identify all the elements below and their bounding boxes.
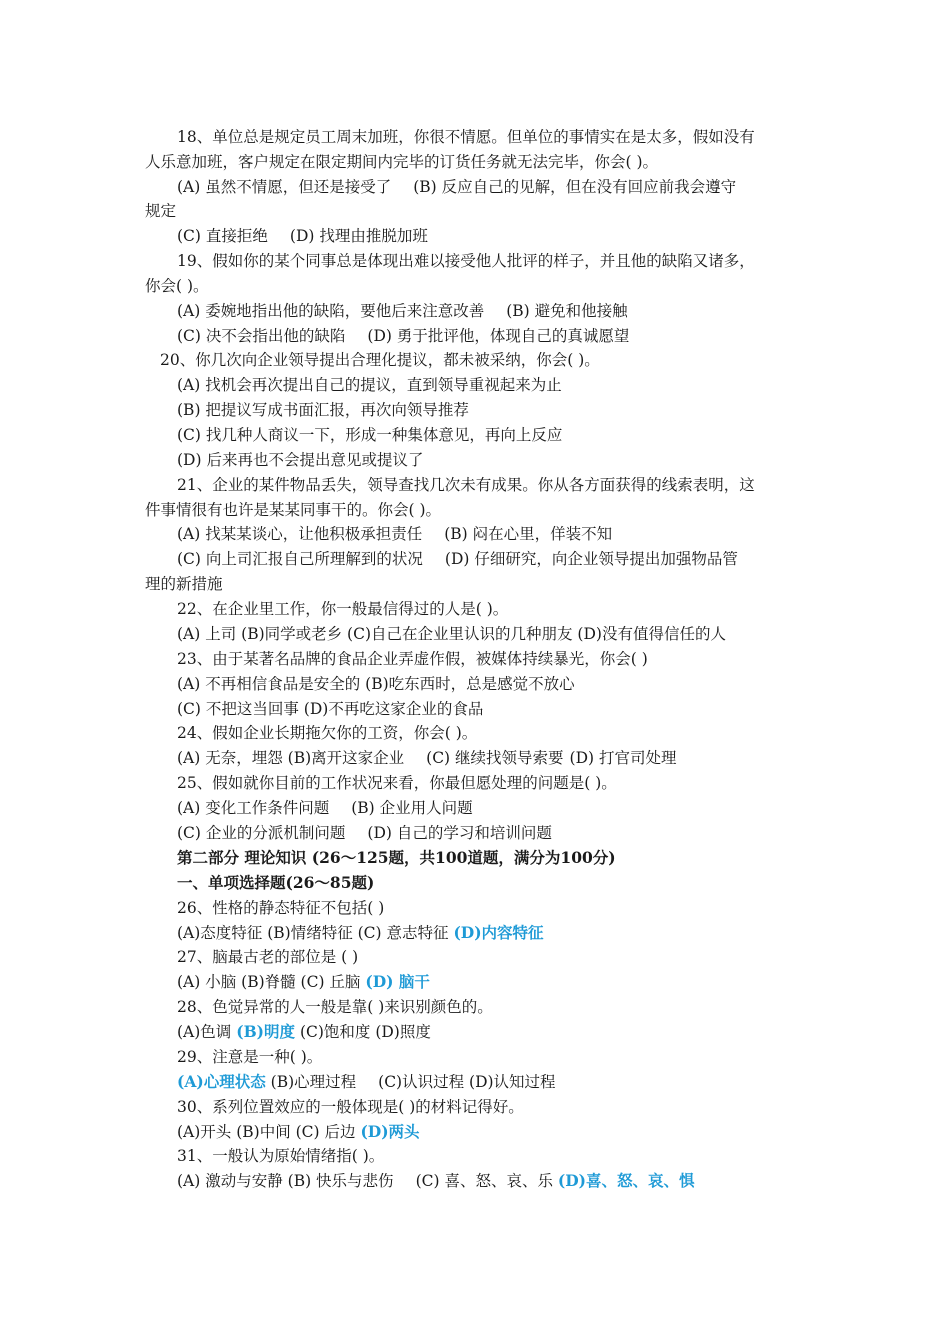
q20-option-a: (A) 找机会再次提出自己的提议，直到领导重视起来为止 xyxy=(177,376,562,394)
q31-stem: 31、一般认为原始情绪指( )。 xyxy=(177,1147,385,1165)
q25-options-cd xyxy=(177,822,552,844)
q26-stem: 26、性格的静态特征不包括( ) xyxy=(177,899,385,917)
q25-stem: 25、假如就你目前的工作状况来看，你最但愿处理的问题是( )。 xyxy=(177,774,617,792)
q19-option-c: (C) 决不会指出他的缺陷 xyxy=(177,327,346,345)
q23-options-cd: (C) 不把这当回事 (D)不再吃这家企业的食品 xyxy=(177,700,484,718)
part2-heading: 第二部分 理论知识 (26～125题，共100道题，满分为100分) xyxy=(177,848,616,867)
q31-answer: (D)喜、怒、哀、惧 xyxy=(557,1171,695,1190)
q28-answer: (B)明度 xyxy=(236,1022,296,1041)
q27-answer: (D) 脑干 xyxy=(365,972,430,991)
q24-stem: 24、假如企业长期拖欠你的工资，你会( )。 xyxy=(177,724,478,742)
q21-option-d-cont: 理的新措施 xyxy=(145,575,223,593)
q21-stem-line2: 件事情很有也许是某某同事干的。你会( )。 xyxy=(145,501,442,519)
q19-options-ab xyxy=(177,300,628,322)
q21-option-a: (A) 找某某谈心，让他积极承担责任 xyxy=(177,525,423,543)
q25-options-ab xyxy=(177,797,473,819)
q29-option-b: (B)心理过程 xyxy=(270,1073,357,1091)
q22-stem: 22、在企业里工作，你一般最信得过的人是( )。 xyxy=(177,600,509,618)
q20-option-b: (B) 把提议写成书面汇报，再次向领导推荐 xyxy=(177,401,469,419)
q25-option-c: (C) 企业的分派机制问题 xyxy=(177,824,346,842)
q20-stem: 20、你几次向企业领导提出合理化提议，都未被采纳，你会( )。 xyxy=(160,351,600,369)
q19-option-d: (D) 勇于批评他，体现自己的真诚愿望 xyxy=(367,327,630,345)
q24-option-c: (C) 继续找领导索要 xyxy=(426,749,564,767)
q21-options-cd xyxy=(177,548,738,570)
q19-stem-line1: 19、假如你的某个同事总是体现出难以接受他人批评的样子，并且他的缺陷又诸多， xyxy=(177,252,755,270)
q29-options xyxy=(177,1071,556,1093)
q20-option-d: (D) 后来再也不会提出意见或提议了 xyxy=(177,451,424,469)
q28-stem: 28、色觉异常的人一般是靠( )来识别颜色的。 xyxy=(177,998,493,1016)
q28-options-rest: (C)饱和度 (D)照度 xyxy=(299,1023,431,1041)
q26-options-text: (A)态度特征 (B)情绪特征 (C) 意志特征 xyxy=(177,924,449,942)
q31-options xyxy=(177,1170,695,1192)
q23-stem: 23、由于某著名品牌的食品企业弄虚作假，被媒体持续暴光，你会( ) xyxy=(177,650,648,668)
q30-options xyxy=(177,1121,420,1143)
q28-option-a: (A)色调 xyxy=(177,1023,232,1041)
q18-options-ab xyxy=(177,176,736,198)
q30-options-text: (A)开头 (B)中间 (C) 后边 xyxy=(177,1123,356,1141)
q31-options-ab: (A) 激动与安静 (B) 快乐与悲伤 xyxy=(177,1172,394,1190)
q27-options xyxy=(177,971,430,993)
q20-option-c: (C) 找几种人商议一下，形成一种集体意见，再向上反应 xyxy=(177,426,563,444)
q18-option-a: (A) 虽然不情愿，但还是接受了 xyxy=(177,178,392,196)
q21-option-d: (D) 仔细研究，向企业领导提出加强物品管 xyxy=(444,550,738,568)
q21-stem-line1: 21、企业的某件物品丢失，领导查找几次未有成果。你从各方面获得的线索表明，这 xyxy=(177,476,755,494)
q24-options xyxy=(177,747,676,769)
q25-option-b: (B) 企业用人问题 xyxy=(351,799,473,817)
q23-options-ab: (A) 不再相信食品是安全的 (B)吃东西时，总是感觉不放心 xyxy=(177,675,575,693)
q18-stem-line2: 人乐意加班，客户规定在限定期间内完毕的订货任务就无法完毕，你会( )。 xyxy=(145,153,659,171)
q19-stem-line2: 你会( )。 xyxy=(145,277,209,295)
q18-option-b-cont: 规定 xyxy=(145,202,177,220)
q19-option-b: (B) 避免和他接触 xyxy=(506,302,628,320)
q31-option-c: (C) 喜、怒、哀、乐 xyxy=(415,1172,553,1190)
q24-option-d: (D) 打官司处理 xyxy=(569,749,677,767)
q29-options-rest: (C)认识过程 (D)认知过程 xyxy=(378,1073,556,1091)
q30-answer: (D)两头 xyxy=(360,1122,420,1141)
q19-option-a: (A) 委婉地指出他的缺陷，要他后来注意改善 xyxy=(177,302,485,320)
q26-options xyxy=(177,922,544,944)
q21-option-c: (C) 向上司汇报自己所理解到的状况 xyxy=(177,550,423,568)
q29-answer: (A)心理状态 xyxy=(177,1072,266,1091)
q21-option-b: (B) 闷在心里，佯装不知 xyxy=(444,525,613,543)
q25-option-d: (D) 自己的学习和培训问题 xyxy=(367,824,552,842)
q27-options-text: (A) 小脑 (B)脊髓 (C) 丘脑 xyxy=(177,973,361,991)
q18-option-b: (B) 反应自己的见解，但在没有回应前我会遵守 xyxy=(413,178,737,196)
q18-option-c: (C) 直接拒绝 xyxy=(177,227,268,245)
q26-answer: (D)内容特征 xyxy=(453,923,544,942)
section-heading: 一、单项选择题(26～85题) xyxy=(177,873,375,892)
q30-stem: 30、系列位置效应的一般体现是( )的材料记得好。 xyxy=(177,1098,524,1116)
q21-options-ab xyxy=(177,523,612,545)
q18-option-d: (D) 找理由推脱加班 xyxy=(289,227,428,245)
q28-options xyxy=(177,1021,431,1043)
q25-option-a: (A) 变化工作条件问题 xyxy=(177,799,330,817)
q22-options: (A) 上司 (B)同学或老乡 (C)自己在企业里认识的几种朋友 (D)没有值得信任的人 xyxy=(177,625,726,643)
q29-stem: 29、注意是一种( )。 xyxy=(177,1048,323,1066)
q27-stem: 27、脑最古老的部位是 ( ) xyxy=(177,948,359,966)
q18-options-cd xyxy=(177,225,428,247)
q18-stem-line1: 18、单位总是规定员工周末加班，你很不情愿。但单位的事情实在是太多，假如没有 xyxy=(177,128,755,146)
q24-options-ab: (A) 无奈，埋怨 (B)离开这家企业 xyxy=(177,749,405,767)
q19-options-cd xyxy=(177,325,629,347)
